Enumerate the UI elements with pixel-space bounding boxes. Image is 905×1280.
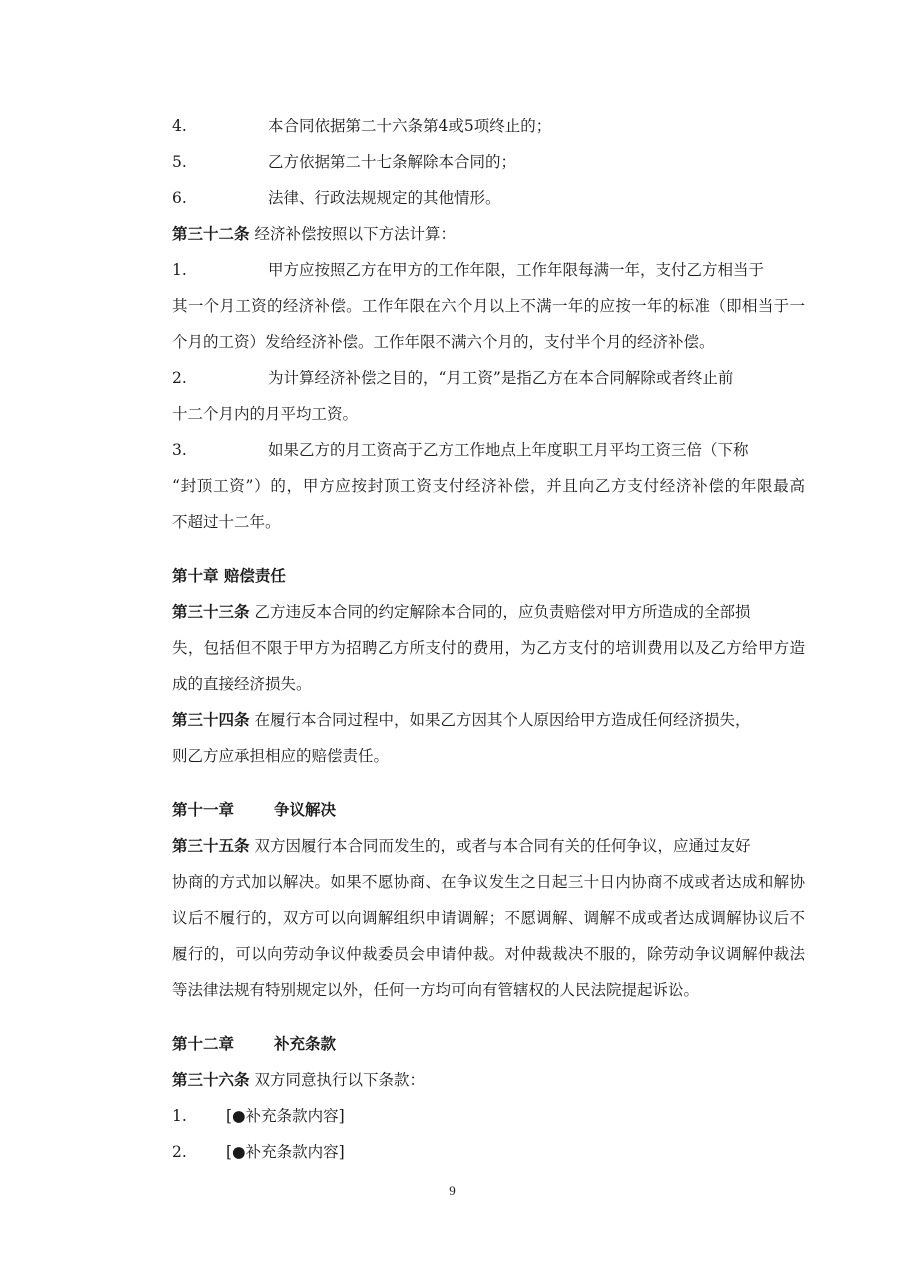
item-text: [●补充条款内容]: [226, 1143, 345, 1161]
article-text: 双方同意执行以下条款：: [254, 1071, 425, 1089]
article-36-heading: [172, 1069, 805, 1091]
article-label: 第三十六条: [172, 1070, 250, 1089]
paragraph-line: 则乙方应承担相应的赔偿责任。: [172, 747, 390, 765]
chapter-label: 第十一章: [172, 800, 235, 819]
item-number: 2.: [172, 369, 187, 387]
list-item: [172, 115, 805, 137]
paragraph-line: 个月的工资）发给经济补偿。工作年限不满六个月的，支付半个月的经济补偿。: [172, 333, 715, 351]
page-number: 9: [449, 1183, 456, 1198]
item-number: 4.: [172, 117, 187, 135]
article-33: [172, 601, 805, 623]
item-number: 3.: [172, 441, 187, 459]
article-text: 经济补偿按照以下方法计算：: [254, 225, 456, 243]
paragraph-line: 其一个月工资的经济补偿。工作年限在六个月以上不满一年的应按一年的标准（即相当于一: [172, 297, 805, 315]
list-item: [172, 259, 805, 281]
item-text: [●补充条款内容]: [226, 1107, 345, 1125]
list-item: [172, 1105, 805, 1127]
chapter-11-heading: [172, 799, 805, 821]
article-label: 第三十五条: [172, 836, 250, 855]
chapter-label: 第十二章: [172, 1034, 235, 1053]
paragraph-line: 议后不履行的，双方可以向调解组织申请调解；不愿调解、调解不成或者达成调解协议后不: [172, 909, 805, 927]
article-35: [172, 835, 805, 857]
list-item: [172, 367, 805, 389]
paragraph-line: 失，包括但不限于甲方为招聘乙方所支付的费用，为乙方支付的培训费用以及乙方给甲方造: [172, 639, 805, 657]
paragraph-line: 等法律法规有特别规定以外，任何一方均可向有管辖权的人民法院提起诉讼。: [172, 981, 700, 999]
article-label: 第三十三条: [172, 602, 250, 621]
paragraph-line: 不超过十二年。: [172, 513, 281, 531]
paragraph-line: 成的直接经济损失。: [172, 675, 312, 693]
article-label: 第三十二条: [172, 224, 250, 243]
item-text: 如果乙方的月工资高于乙方工作地点上年度职工月平均工资三倍（下称: [268, 441, 749, 459]
chapter-title: 争议解决: [274, 800, 337, 819]
chapter-12-heading: [172, 1033, 805, 1055]
article-text: 在履行本合同过程中，如果乙方因其个人原因给甲方造成任何经济损失，: [254, 711, 751, 729]
item-text: 乙方依据第二十七条解除本合同的；: [268, 153, 517, 171]
article-32-heading: [172, 223, 805, 245]
article-34: [172, 709, 805, 731]
item-text: 本合同依据第二十六条第4或5项终止的；: [268, 117, 552, 135]
paragraph-line: 履行的，可以向劳动争议仲裁委员会申请仲裁。对仲裁裁决不服的，除劳动争议调解仲裁法: [172, 945, 805, 963]
item-text: 为计算经济补偿之目的，“月工资”是指乙方在本合同解除或者终止前: [268, 369, 734, 387]
list-item: [172, 187, 805, 209]
item-number: 1.: [172, 261, 187, 279]
paragraph-line: 协商的方式加以解决。如果不愿协商、在争议发生之日起三十日内协商不成或者达成和解协: [172, 873, 805, 891]
item-number: 6.: [172, 189, 187, 207]
item-number: 5.: [172, 153, 187, 171]
list-item: [172, 151, 805, 173]
article-text: 双方因履行本合同而发生的，或者与本合同有关的任何争议，应通过友好: [254, 837, 751, 855]
paragraph-line: 十二个月内的月平均工资。: [172, 405, 359, 423]
chapter-title: 补充条款: [274, 1034, 337, 1053]
item-number: 2.: [172, 1143, 187, 1161]
article-label: 第三十四条: [172, 710, 250, 729]
item-text: 法律、行政法规规定的其他情形。: [268, 189, 501, 207]
article-text: 乙方违反本合同的约定解除本合同的，应负责赔偿对甲方所造成的全部损: [254, 603, 751, 621]
item-number: 1.: [172, 1107, 187, 1125]
chapter-10-heading: 第十章 赔偿责任: [172, 566, 286, 585]
list-item: [172, 439, 805, 461]
item-text: 甲方应按照乙方在甲方的工作年限，工作年限每满一年，支付乙方相当于: [268, 261, 765, 279]
list-item: [172, 1141, 805, 1163]
paragraph-line: “封顶工资”）的，甲方应按封顶工资支付经济补偿，并且向乙方支付经济补偿的年限最高: [172, 477, 805, 495]
